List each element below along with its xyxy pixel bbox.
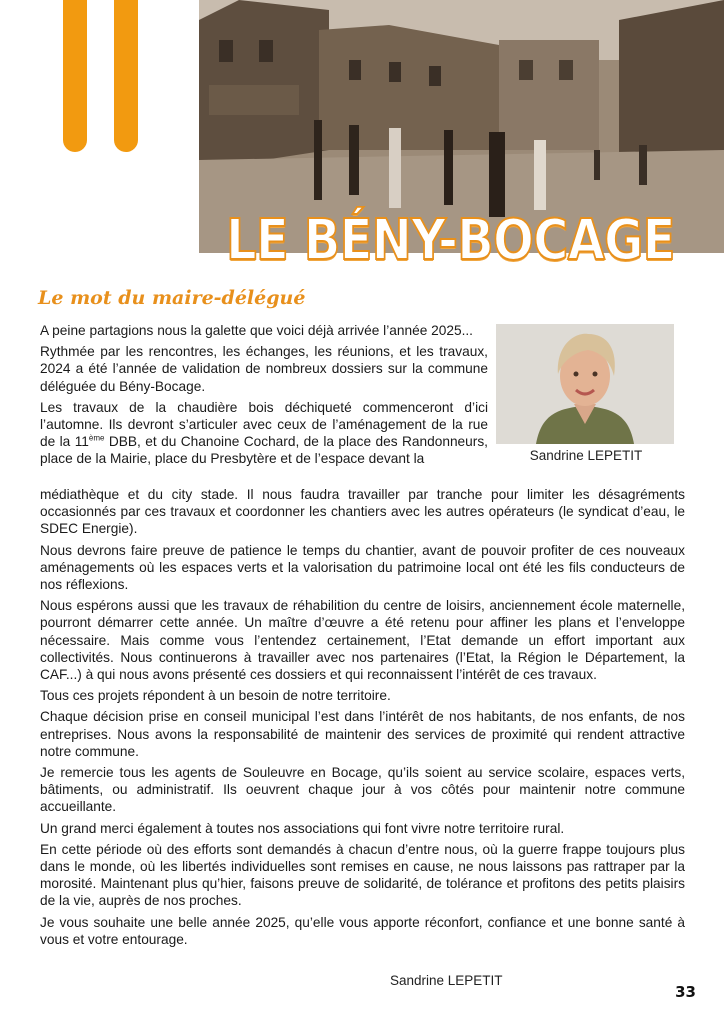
paragraph-intro-1: A peine partagions nous la galette que voici déjà arrivée l’année 2025... xyxy=(40,323,473,338)
decorative-orange-bar-left xyxy=(63,0,87,152)
paragraph-works xyxy=(40,399,488,468)
paragraph-works-continuation: médiathèque et du city stade. Il nous faudra travailler par tranche pour limiter les désagréments occasionnés par ces travaux et coordonner les chantiers avec les autres opérateurs (le syndicat d’eau, le SDEC Energie). xyxy=(40,487,685,537)
paragraph-works-text-2: DBB, et du Chanoine Cochard, de la place des Randonneurs, place de la Mairie, place du Presbytère et de l’espace devant la xyxy=(40,434,488,467)
signature: Sandrine LEPETIT xyxy=(390,973,503,988)
paragraph-wishes: Je vous souhaite une belle année 2025, qu’elle vous apporte réconfort, confiance et une bonne santé à vous et votre entourage. xyxy=(40,914,685,947)
paragraph-leisure-centre: Nous espérons aussi que les travaux de réhabilition du centre de loisirs, anciennement école maternelle, pourront démarrer cette année. Un maître d’œuvre a été retenu pour affiner les plans et l’enveloppe nécessaire. Mais comme vous l’entendez certainement, l’Etat demande un effort important aux collectivités. Nous continuerons à travailler avec nos partenaires (l’Etat, la Région le Département, la CAF...) à qui nous avons présenté ces dossiers et qui reconnaissent l’intérêt de ces travaux. xyxy=(40,598,685,683)
ordinal-superscript: ème xyxy=(88,433,105,443)
portrait-photo-icon xyxy=(496,324,674,444)
page-number: 33 xyxy=(675,983,696,1001)
page-title: LE BÉNY-BOCAGE xyxy=(226,208,675,273)
section-title: Le mot du maire-délégué xyxy=(38,287,306,309)
paragraph-patience: Nous devrons faire preuve de patience le temps du chantier, avant de pouvoir profiter de ces nouveaux aménagements où les espaces verts et la valorisation du patrimoine local ont été les fils conducteurs de nos réflexions. xyxy=(40,542,685,593)
paragraph-thanks-agents: Je remercie tous les agents de Souleuvre en Bocage, qu’ils soient au service scolaire, espaces verts, bâtiments, ou administratif. Ils oeuvrent chaque jour à vos côtés pour maintenir notre commune accueillante. xyxy=(40,765,685,815)
decorative-orange-bar-right xyxy=(114,0,138,152)
paragraph-solidarity: En cette période où des efforts sont demandés à chacun d’entre nous, où la guerre frappe toujours plus dans le monde, où les libertés individuelles sont remises en cause, ne nous laissons pas rattraper par la morosité. Maintenant plus qu’hier, faisons preuve de solidarité, de tolérance et profitons des petits plaisirs de la vie, auprès de nos proches. xyxy=(40,841,685,909)
portrait-caption: Sandrine LEPETIT xyxy=(529,448,643,463)
paragraph-works-text-1: Les travaux de la chaudière bois déchiqueté commenceront d’ici l’automne. Ils devront s’articuler avec ceux de l’aménagement de la rue de la 11 xyxy=(40,399,488,450)
paragraph-thanks-associations: Un grand merci également à toutes nos associations qui font vivre notre territoire rural. xyxy=(40,820,565,836)
paragraph-projects: Tous ces projets répondent à un besoin de notre territoire. xyxy=(40,688,391,704)
body-column xyxy=(40,486,685,952)
paragraph-intro-2: Rythmée par les rencontres, les échanges, les réunions, et les travaux, 2024 a été l’année de validation de nombreux dossiers sur la commune déléguée du Bény-Bocage. xyxy=(40,344,488,394)
intro-column xyxy=(40,322,488,472)
paragraph-council: Chaque décision prise en conseil municipal l’est dans l’intérêt de nos habitants, de nos enfants, de nos entreprises. Nous avons la responsabilité de maintenir des services de proximité qui rendent attractive notre commune. xyxy=(40,709,685,759)
